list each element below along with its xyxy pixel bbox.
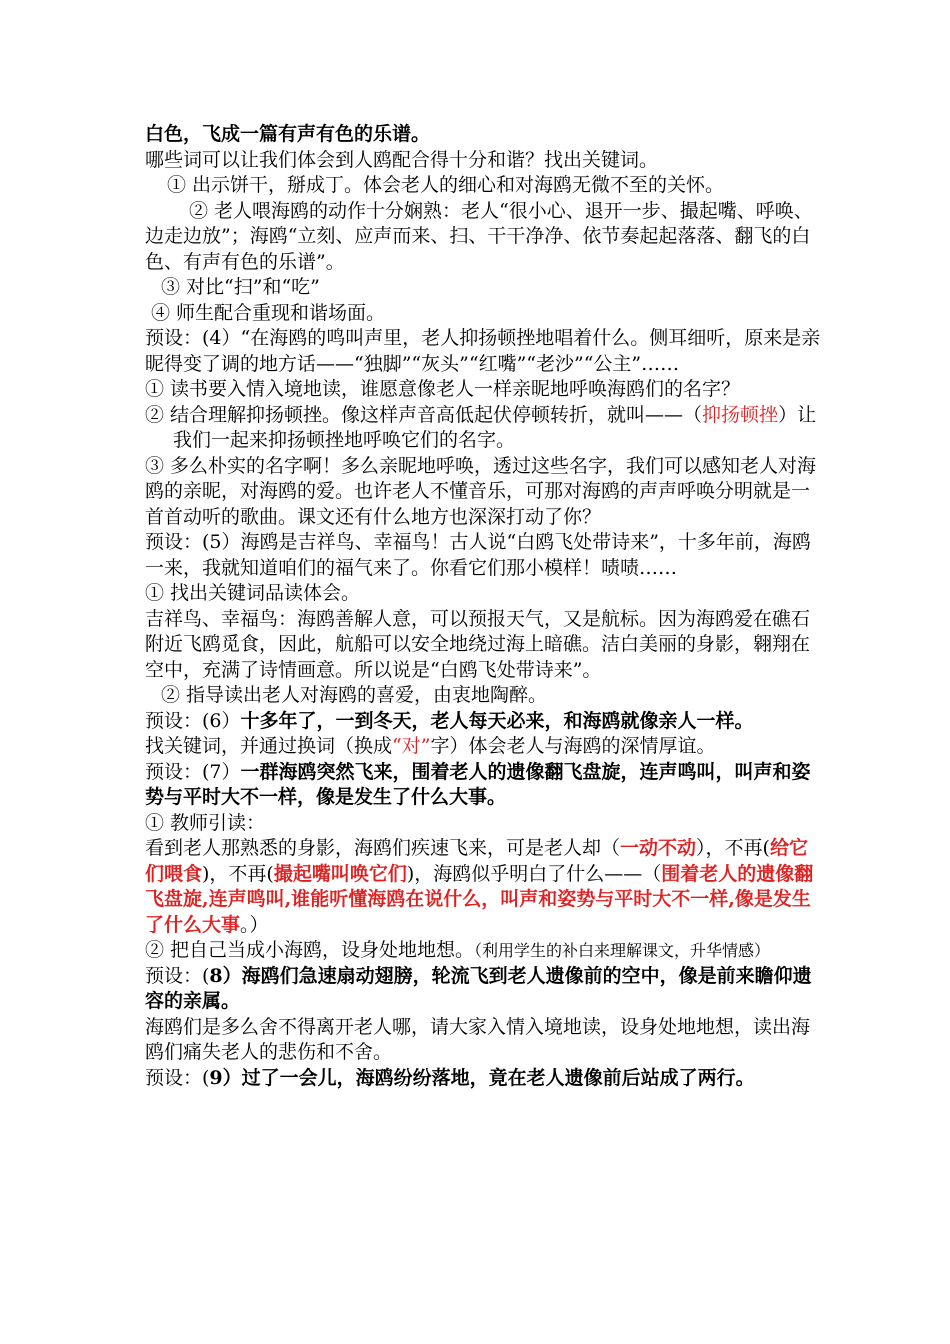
- sub-point-2-text: ② 结合理解抑扬顿挫。像这样声音高低起伏停顿转折，就叫——（: [145, 403, 703, 426]
- sub-point-7-2-note: （利用学生的补白来理解课文，升华情感）: [474, 941, 771, 960]
- paragraph-explain: 吉祥鸟、幸福鸟：海鸥善解人意，可以预报天气，又是航标。因为海鸥爱在礁石附近飞鸥觅食，因此，航船可以安全地绕过海上暗礁。洁白美丽的身影，翱翔在空中，充满了诗情画意。所以说是“白鸥飞处带诗来”。: [145, 607, 811, 681]
- paragraph-farewell: 海鸥们是多么舍不得离开老人哪，请大家入情入境地读，设身处地地想，读出海鸥们痛失老人的悲伤和不舍。: [145, 1015, 811, 1063]
- preset-6-text: 十多年了，一到冬天，老人每天必来，和海鸥就像亲人一样。: [240, 709, 754, 732]
- point-4: ④ 师生配合重现和谐场面。: [151, 301, 386, 324]
- guided-h: 围着老人的遗像翻飞盘旋,连声鸣叫,谁能听懂海鸥在说什么，叫声和姿势与平时大不一样,像是发生了什么大事: [145, 862, 814, 936]
- guided-c: ），不再(: [696, 837, 770, 859]
- sub-point-5-2: ② 指导读出老人对海鸥的喜爱，由衷地陶醉。: [161, 684, 548, 706]
- sub-point-2-tail: ）让我们一起来抑扬顿挫地呼唤它们的名字。: [173, 403, 817, 451]
- preset-6: [145, 709, 825, 735]
- preset-7-text: 一群海鸥突然飞来，围着老人的遗像翻飞盘旋，连声鸣叫，叫声和姿势与平时大不一样，像是发生了什么大事。: [145, 760, 811, 808]
- guided-b: 一动不动: [620, 837, 697, 859]
- guided-i: 。）: [240, 913, 269, 936]
- document-page: [145, 122, 825, 1091]
- preset-7: [145, 760, 825, 811]
- guided-f: 撮起嘴叫唤它们: [273, 862, 407, 885]
- paragraph-2: 哪些词可以让我们体会到人鸥配合得十分和谐？找出关键词。: [145, 148, 659, 171]
- guided-g: )，海鸥似乎明白了什么——（: [406, 862, 662, 885]
- sub-point-7-2-text: ② 把自己当成小海鸥，设身处地地想。: [145, 939, 475, 961]
- sub-point-1: ① 读书要入情入境地读，谁愿意像老人一样亲昵地呼唤海鸥们的名字？: [145, 378, 741, 400]
- sub-point-5-1: ① 找出关键词品读体会。: [145, 582, 361, 604]
- guided-a: 看到老人那熟悉的身影，海鸥们疾速飞来，可是老人却（: [145, 837, 621, 859]
- sub-point-2: [145, 403, 825, 454]
- preset-4: 预设：(4）“在海鸥的鸣叫声里，老人抑扬顿挫地唱着什么。侧耳细听，原来是亲昵得变了调的地方话——“独脚”“灰头”“红嘴”“老沙”“公主”……: [145, 327, 821, 375]
- guided-d: 给它们喂食: [145, 837, 808, 885]
- preset-8: [145, 964, 825, 1015]
- paragraph-1: 白色，飞成一篇有声有色的乐谱。: [145, 123, 431, 145]
- preset-9: [145, 1066, 825, 1092]
- keyword-note-highlight: “对”: [392, 735, 431, 757]
- point-3: ③ 对比“扫”和“吃”: [161, 276, 320, 298]
- preset-9-text: 9）过了一会儿，海鸥纷纷落地，竟在老人遗像前后站成了两行。: [209, 1066, 755, 1089]
- point-2-text: ② 老人喂海鸥的动作十分娴熟：老人“很小心、退开一步、撮起嘴、呼唤、边走边放”；海鸥“立刻、应声而来、扫、干干净净、依节奏起起落落、翻飞的白色、有声有色的乐谱”。: [145, 199, 813, 273]
- guided-e: )，不再(: [202, 862, 274, 885]
- preset-6-label: 预设：(6）: [145, 709, 241, 732]
- point-1: ① 出示饼干，掰成丁。体会老人的细心和对海鸥无微不至的关怀。: [167, 174, 725, 196]
- preset-8-label: 预设：(: [145, 964, 210, 987]
- sub-point-7-2: [145, 938, 825, 964]
- sub-point-2-highlight: 抑扬顿挫: [702, 403, 779, 426]
- sub-point-3: ③ 多么朴实的名字啊！多么亲昵地呼唤，透过这些名字，我们可以感知老人对海鸥的亲昵，对海鸥的爱。也许老人不懂音乐，可那对海鸥的声声呼唤分明就是一首首动听的歌曲。课文还有什么地方也深深打动了你？: [145, 454, 817, 528]
- preset-7-label: 预设：(7）: [145, 760, 241, 783]
- preset-8-text: 8）海鸥们急速扇动翅膀，轮流飞到老人遗像前的空中，像是前来瞻仰遗容的亲属。: [145, 964, 812, 1012]
- preset-9-label: 预设：(: [145, 1066, 210, 1089]
- preset-5: 预设：(5）海鸥是吉祥鸟、幸福鸟！古人说“白鸥飞处带诗来”，十多年前，海鸥一来，我就知道咱们的福气来了。你看它们那小模样！啧啧……: [145, 531, 811, 579]
- keyword-note-tail: 字）体会老人与海鸥的深情厚谊。: [430, 735, 716, 757]
- point-2: [145, 199, 825, 276]
- keyword-note: [145, 734, 825, 760]
- keyword-note-text: 找关键词，并通过换词（换成: [145, 735, 393, 757]
- sub-point-7-1: ① 教师引读：: [145, 811, 266, 834]
- guided-reading: [145, 836, 825, 938]
